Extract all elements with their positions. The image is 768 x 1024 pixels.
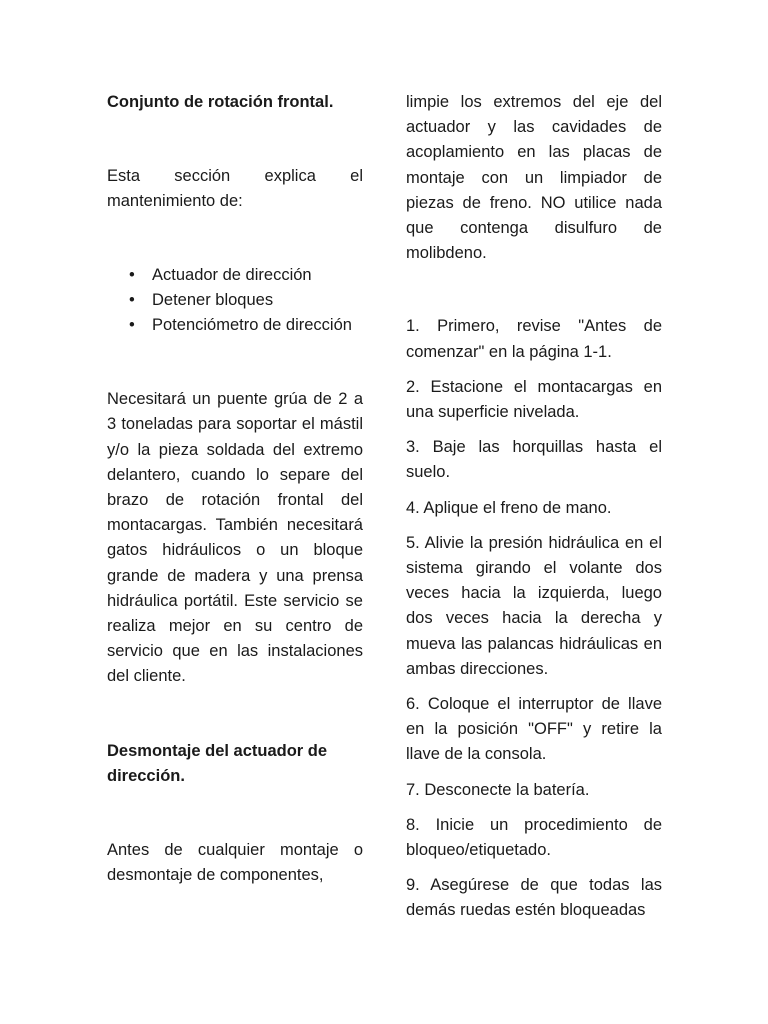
steps-list [406, 314, 662, 923]
step-item: 5. Alivie la presión hidráulica en el sistema girando el volante dos veces hacia la izquierda, luego dos veces hacia la derecha y mueva las palancas hidráulicas en ambas direcciones. [406, 533, 662, 678]
continuation-paragraph: limpie los extremos del eje del actuador y las cavidades de acoplamiento en las placas de montaje con un limpiador de piezas de freno. NO utilice nada que contenga disulfuro de molibdeno. [406, 93, 662, 263]
step-item: 8. Inicie un procedimiento de bloqueo/etiquetado. [406, 815, 662, 860]
subsection-title: Desmontaje del actuador de dirección. [107, 741, 328, 785]
step-item: 2. Estacione el montacargas en una superficie nivelada. [406, 377, 662, 422]
right-column [406, 90, 662, 934]
intro-paragraph: Esta sección explica el mantenimiento de: [107, 167, 363, 211]
bullet-icon: • [129, 316, 135, 335]
left-column [107, 90, 363, 888]
list-item: • Potenciómetro de dirección [152, 313, 363, 338]
list-item: • Detener bloques [152, 288, 363, 313]
bullet-icon: • [129, 290, 135, 309]
step-item: 3. Baje las horquillas hasta el suelo. [406, 438, 662, 482]
step-item: 1. Primero, revise "Antes de comenzar" en la página 1-1. [406, 317, 662, 361]
step-item: 9. Asegúrese de que todas las demás ruedas estén bloqueadas [406, 876, 662, 920]
before-paragraph: Antes de cualquier montaje o desmontaje de componentes, [107, 841, 363, 885]
bullet-icon: • [129, 265, 135, 284]
maintenance-list [107, 263, 363, 339]
step-item: 4. Aplique el freno de mano. [406, 498, 612, 517]
section-title: Conjunto de rotación frontal. [107, 93, 334, 111]
list-item: • Actuador de dirección [152, 263, 363, 288]
step-item: 6. Coloque el interruptor de llave en la posición "OFF" y retire la llave de la consola. [406, 695, 662, 764]
requirements-paragraph: Necesitará un puente grúa de 2 a 3 toneladas para soportar el mástil y/o la pieza soldada del extremo delantero, cuando lo separe del brazo de rotación frontal del montacargas. También necesitará gatos hidráulicos o un bloque grande de madera y una prensa hidráulica portátil. Este servicio se realiza mejor en su centro de servicio que en las instalaciones del cliente. [107, 390, 363, 686]
step-item: 7. Desconecte la batería. [406, 780, 590, 799]
